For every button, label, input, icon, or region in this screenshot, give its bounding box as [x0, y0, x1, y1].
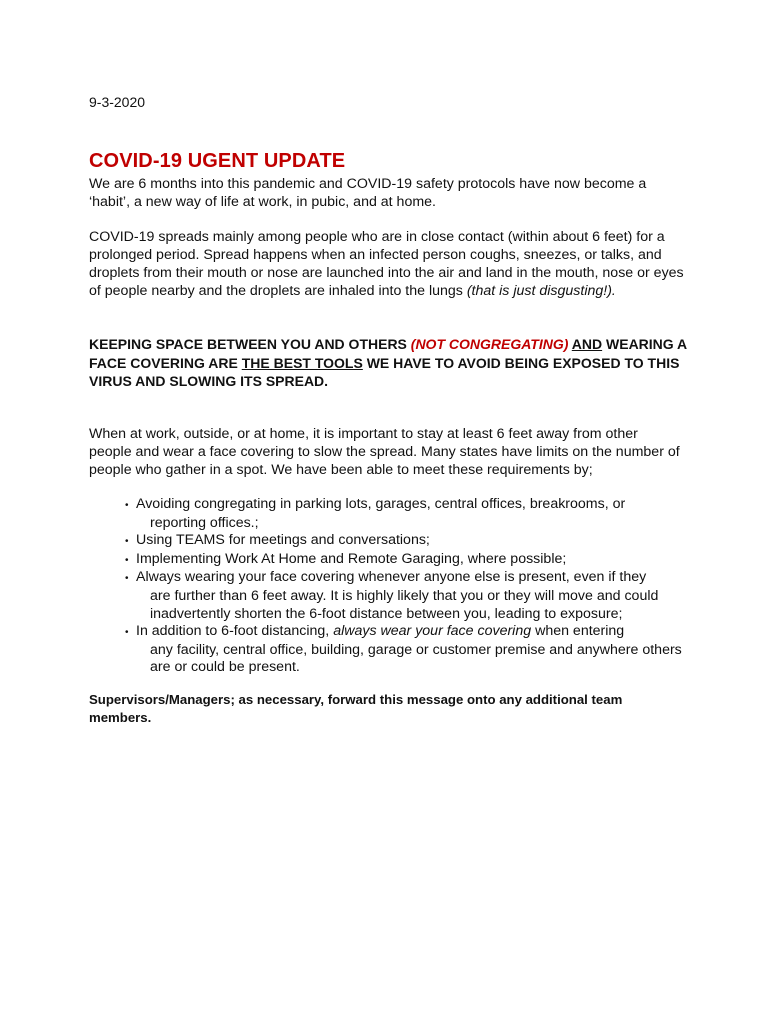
list-item-text: when entering — [531, 623, 625, 640]
list-item — [125, 496, 685, 532]
list-item-italic: always wear your face covering — [333, 623, 532, 640]
spread-italic-text: (that is just disgusting!). — [466, 283, 616, 299]
list-item-continuation: any facility, central office, building, garage or customer premise and anywhere others are or could be present. — [150, 641, 682, 676]
list-item — [125, 551, 685, 570]
keep-not-congregating: (NOT CONGREGATING) — [410, 336, 569, 352]
keep-the-best-tools: THE BEST TOOLS — [241, 354, 363, 371]
bullet-icon: • — [125, 500, 129, 511]
list-item-continuation: reporting offices.; — [150, 514, 259, 531]
keep-part-5: WEARING A FACE COVERING ARE — [89, 336, 687, 371]
requirements-list — [125, 496, 685, 677]
list-item — [125, 532, 685, 551]
intro-paragraph: We are 6 months into this pandemic and COVID-19 safety protocols have now become a ‘habit’, a new way of life at work, in pubic, and at home. — [89, 176, 647, 210]
keep-and: AND — [571, 336, 603, 352]
spread-main-text: COVID-19 spreads mainly among people who are in close contact (within about 6 feet) for a prolonged period. Spread happens when an infected person coughs, sneezes, or talks, and droplets from their mouth or nose are launched into the air and land in the mouth, nose or eyes of people nearby and the droplets are inhaled into the lungs — [89, 229, 684, 299]
list-item-text: Avoiding congregating in parking lots, garages, central offices, breakrooms, or — [136, 496, 626, 512]
bullet-icon: • — [125, 554, 129, 566]
list-item-text: Implementing Work At Home and Remote Garaging, where possible; — [136, 550, 567, 567]
list-item-text: Using TEAMS for meetings and conversations; — [136, 532, 430, 549]
keep-part-7: WE HAVE TO AVOID BEING EXPOSED TO THIS VIRUS AND SLOWING ITS SPREAD. — [89, 354, 680, 389]
keep-space-paragraph — [89, 335, 689, 391]
bullet-icon: • — [125, 627, 129, 639]
document-title: COVID-19 UGENT UPDATE — [89, 150, 346, 172]
list-item-text: In addition to 6-foot distancing, — [136, 623, 334, 640]
keep-part-1: KEEPING SPACE BETWEEN YOU AND OTHERS — [89, 336, 411, 352]
bullet-icon: • — [125, 536, 129, 548]
bullet-icon: • — [125, 573, 129, 585]
work-paragraph: When at work, outside, or at home, it is important to stay at least 6 feet away from other people and wear a face covering to slow the spread. Many states have limits on the number of people who gather in a spot. We have been able to meet these requirements by; — [89, 426, 680, 478]
list-item-text: Always wearing your face covering whenever anyone else is present, even if they — [136, 569, 647, 586]
document-date: 9-3-2020 — [89, 94, 146, 110]
list-item-continuation: are further than 6 feet away. It is highly likely that you or they will move and could inadvertently shorten the 6-foot distance between you, leading to exposure; — [150, 587, 659, 622]
list-item — [125, 623, 685, 677]
spread-paragraph — [89, 228, 689, 300]
supervisors-note: Supervisors/Managers; as necessary, forward this message onto any additional team members. — [89, 692, 623, 725]
list-item — [125, 569, 685, 623]
